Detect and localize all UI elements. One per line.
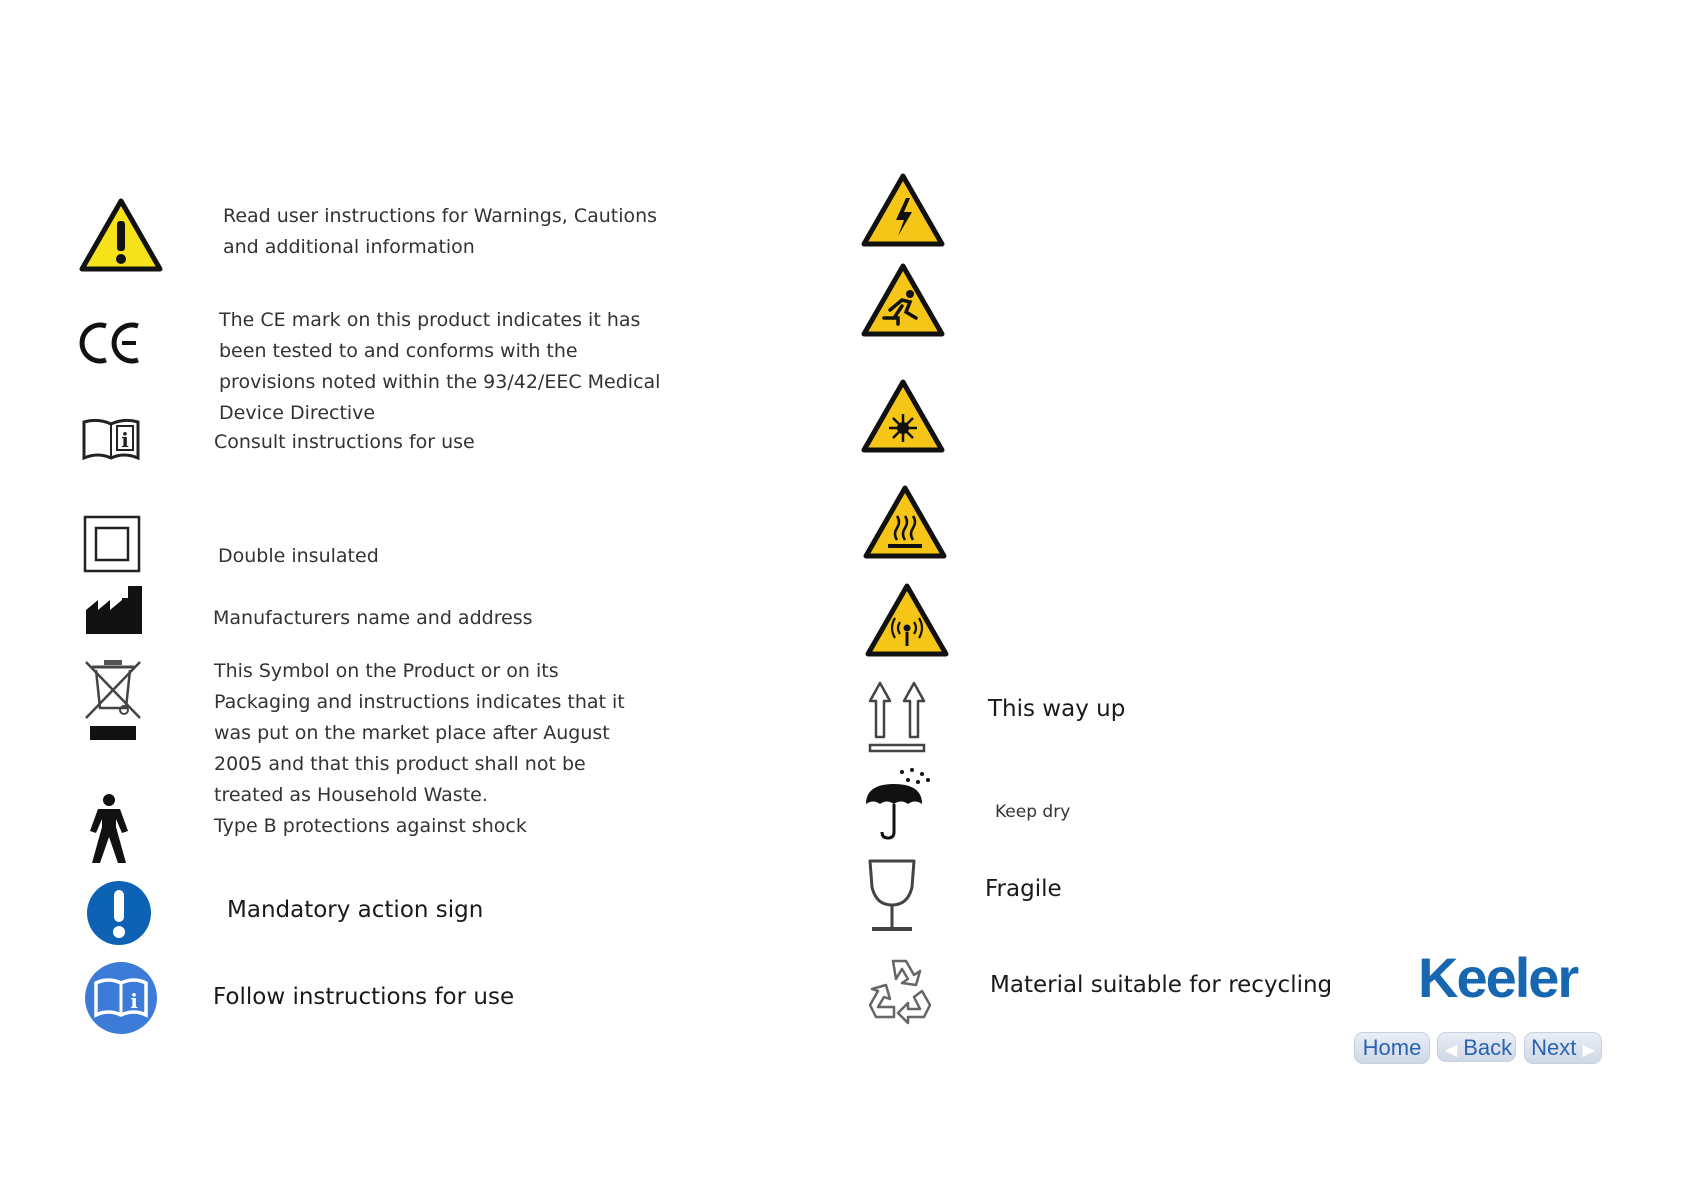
back-button-label: Back — [1463, 1035, 1513, 1060]
mandatory-action-icon — [86, 880, 152, 946]
general-warning-text: Read user instructions for Warnings, Cautions and additional information — [223, 205, 658, 258]
keep-dry-icon — [864, 766, 934, 842]
weee-text: This Symbol on the Product or on its Packaging and instructions indicates that it was put on the market place after August 2005 and that this product shall not be treated as Household Waste. — [214, 660, 625, 806]
recycling-icon — [866, 955, 936, 1025]
double-insulated-icon — [82, 514, 142, 574]
manufacturer-icon — [84, 584, 144, 636]
ce-mark-icon — [78, 318, 144, 368]
follow-instructions-text: Follow instructions for use — [213, 984, 515, 1010]
follow-instructions-icon — [84, 961, 158, 1035]
type-b-icon — [86, 793, 132, 865]
next-button-label: Next — [1531, 1035, 1577, 1060]
this-way-up-text: This way up — [988, 696, 1126, 722]
svg-text:i: i — [130, 989, 138, 1013]
consult-instructions-icon — [80, 416, 142, 462]
keeler-logo: Keeler — [1418, 946, 1578, 1009]
mandatory-action-text: Mandatory action sign — [227, 897, 484, 923]
manufacturer-text: Manufacturers name and address — [213, 607, 533, 629]
general-warning-icon — [78, 197, 164, 273]
double-insulated-text: Double insulated — [218, 545, 379, 567]
electricity-warning-icon — [860, 172, 946, 248]
ce-mark-text: The CE mark on this product indicates it has been tested to and conforms with the provisions noted within the 93/42/EEC Medical Device Directive — [219, 309, 661, 424]
chevron-left-icon: ◀ — [1444, 1042, 1458, 1059]
recycling-text: Material suitable for recycling — [990, 972, 1333, 998]
consult-instructions-text: Consult instructions for use — [214, 431, 475, 453]
this-way-up-icon — [866, 681, 932, 753]
hot-surface-warning-icon — [862, 484, 948, 560]
next-button[interactable] — [1524, 1032, 1602, 1064]
back-button[interactable] — [1437, 1032, 1516, 1062]
home-button[interactable]: Home — [1354, 1032, 1430, 1064]
keep-dry-text: Keep dry — [995, 802, 1071, 822]
weee-crossed-bin-icon — [82, 658, 144, 742]
optical-radiation-warning-icon — [860, 378, 946, 454]
non-ionizing-radiation-warning-icon — [864, 582, 950, 658]
chevron-right-icon: ▶ — [1582, 1042, 1595, 1059]
svg-text:i: i — [121, 428, 129, 452]
trip-hazard-warning-icon — [860, 262, 946, 338]
type-b-text: Type B protections against shock — [214, 815, 527, 837]
fragile-icon — [866, 857, 918, 935]
fragile-text: Fragile — [985, 876, 1062, 902]
